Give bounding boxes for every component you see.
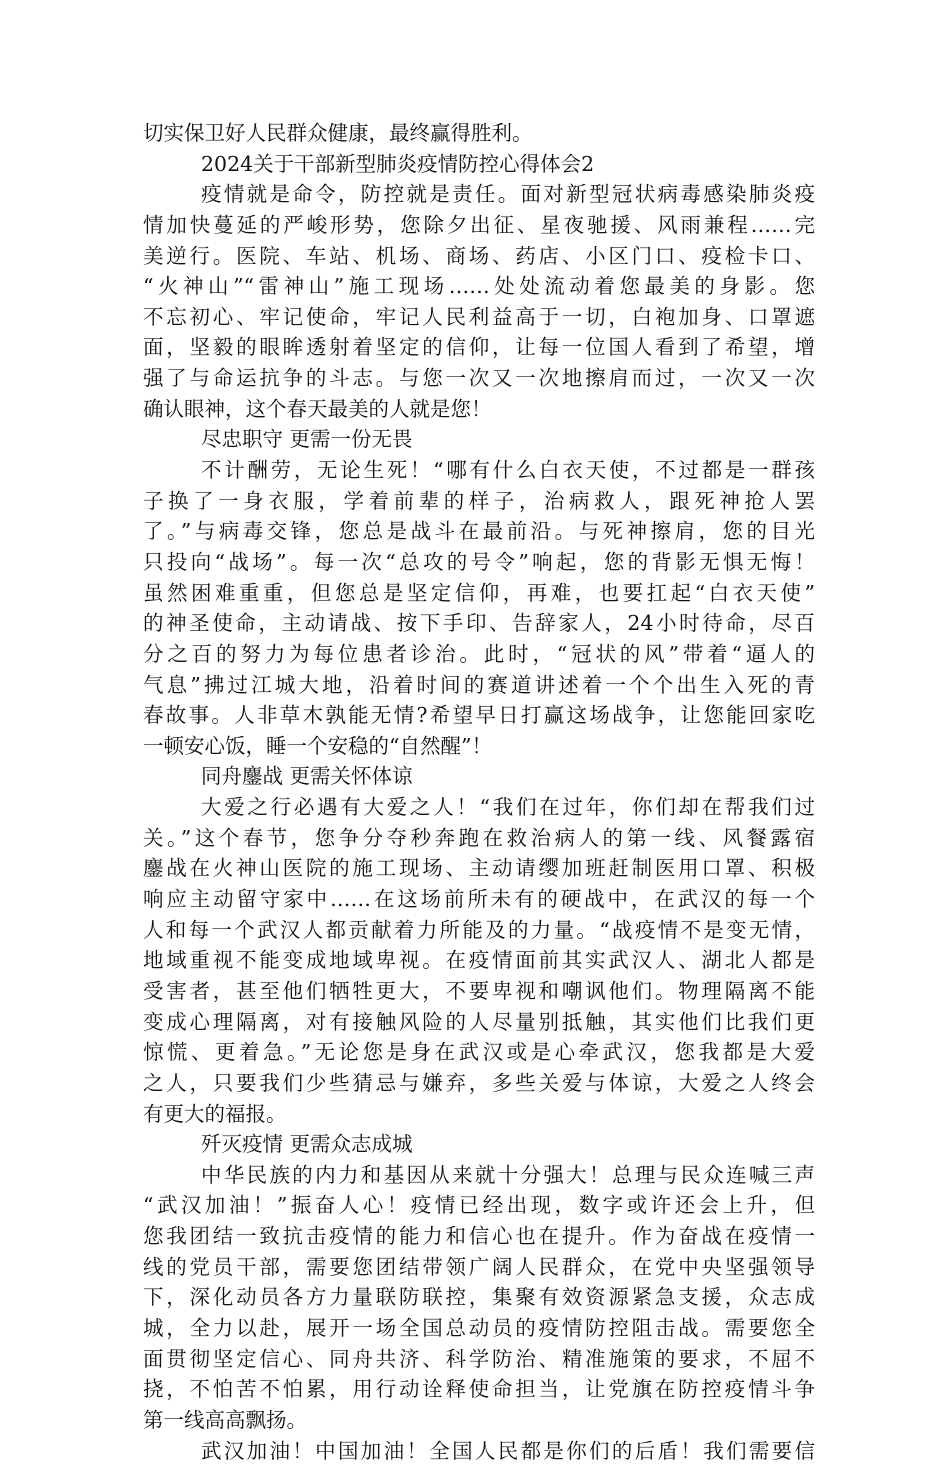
- text-line: 中华民族的内力和基因从来就十分强大！总理与民众连喊三声: [201, 1162, 815, 1187]
- text-line: 确认眼神，这个春天最美的人就是您！: [143, 396, 492, 421]
- text-line: 城，全力以赴，展开一场全国总动员的疫情防控阻击战。需要您全: [143, 1315, 815, 1340]
- text-line: 同舟鏖战 更需关怀体谅: [201, 764, 413, 789]
- text-line: 线的党员干部，需要您团结带领广阔人民群众，在党中央坚强领导: [143, 1254, 815, 1279]
- text-line: 气息”拂过江城大地，沿着时间的赛道讲述着一个个出生入死的青: [143, 672, 815, 697]
- text-line: 虽然困难重重，但您总是坚定信仰，再难，也要扛起“白衣天使”: [143, 580, 815, 605]
- text-line: 不计酬劳，无论生死！“哪有什么白衣天使，不过都是一群孩: [201, 458, 815, 483]
- text-line: 的神圣使命，主动请战、按下手印、告辞家人，24小时待命，尽百: [143, 611, 815, 636]
- text-line: 关。”这个春节，您争分夺秒奔跑在救治病人的第一线、风餐露宿: [143, 825, 815, 850]
- text-line: 您我团结一致抗击疫情的能力和信心也在提升。作为奋战在疫情一: [143, 1224, 815, 1249]
- text-line: 受害者，甚至他们牺牲更大，不要卑视和嘲讽他们。物理隔离不能: [143, 978, 815, 1003]
- text-line: 强了与命运抗争的斗志。与您一次又一次地擦肩而过，一次又一次: [143, 366, 815, 391]
- document-page: [143, 118, 815, 1466]
- text-line: 情加快蔓延的严峻形势，您除夕出征、星夜驰援、风雨兼程……完: [143, 212, 815, 237]
- text-line: 大爱之行必遇有大爱之人！“我们在过年，你们却在帮我们过: [201, 795, 815, 820]
- text-line: 鏖战在火神山医院的施工现场、主动请缨加班赶制医用口罩、积极: [143, 856, 815, 881]
- text-line: 面，坚毅的眼眸透射着坚定的信仰，让每一位国人看到了希望，增: [143, 335, 815, 360]
- text-line: 挠，不怕苦不怕累，用行动诠释使命担当，让党旗在防控疫情斗争: [143, 1377, 815, 1402]
- text-line: 子换了一身衣服，学着前辈的样子，治病救人，跟死神抢人罢: [143, 488, 815, 513]
- text-line: 尽忠职守 更需一份无畏: [201, 427, 413, 452]
- text-line: 歼灭疫情 更需众志成城: [201, 1132, 413, 1157]
- text-line: 惊慌、更着急。”无论您是身在武汉或是心牵武汉，您我都是大爱: [143, 1040, 815, 1065]
- text-line: 面贯彻坚定信心、同舟共济、科学防治、精准施策的要求，不屈不: [143, 1346, 815, 1371]
- text-line: “武汉加油！”振奋人心！疫情已经出现，数字或许还会上升，但: [143, 1193, 815, 1218]
- text-line: 人和每一个武汉人都贡献着力所能及的力量。“战疫情不是变无情，: [143, 917, 815, 942]
- text-line: 武汉加油！中国加油！全国人民都是你们的后盾！我们需要信: [201, 1438, 815, 1463]
- text-line: 疫情就是命令，防控就是责任。面对新型冠状病毒感染肺炎疫: [201, 182, 815, 207]
- text-line: 第一线高高飘扬。: [143, 1407, 307, 1432]
- text-line: 不忘初心、牢记使命，牢记人民利益高于一切，白袍加身、口罩遮: [143, 304, 815, 329]
- text-line: 分之百的努力为每位患者诊治。此时，“冠状的风”带着“逼人的: [143, 641, 815, 666]
- text-line: 只投向“战场”。每一次“总攻的号令”响起，您的背影无惧无悔！: [143, 549, 815, 574]
- text-line: 变成心理隔离，对有接触风险的人尽量别抵触，其实他们比我们更: [143, 1009, 815, 1034]
- text-line: 切实保卫好人民群众健康，最终赢得胜利。: [143, 121, 533, 145]
- text-line: “火神山”“雷神山”施工现场……处处流动着您最美的身影。您: [143, 274, 815, 299]
- text-line: 有更大的福报。: [143, 1101, 287, 1126]
- text-line: 下，深化动员各方力量联防联控，集聚有效资源紧急支援，众志成: [143, 1285, 815, 1310]
- text-line: 响应主动留守家中……在这场前所未有的硬战中，在武汉的每一个: [143, 887, 815, 912]
- text-line: 美逆行。医院、车站、机场、商场、药店、小区门口、疫检卡口、: [143, 243, 815, 268]
- text-line: 了。”与病毒交锋，您总是战斗在最前沿。与死神擦肩，您的目光: [143, 519, 815, 544]
- text-line: 2024关于干部新型肺炎疫情防控心得体会2: [201, 151, 595, 176]
- text-line: 春故事。人非草木孰能无情?希望早日打赢这场战争，让您能回家吃: [143, 703, 815, 728]
- text-line: 地域重视不能变成地域卑视。在疫情面前其实武汉人、湖北人都是: [143, 948, 815, 973]
- text-line: 之人，只要我们少些猜忌与嫌弃，多些关爱与体谅，大爱之人终会: [143, 1070, 815, 1095]
- text-line: 一顿安心饭，睡一个安稳的“自然醒”！: [143, 733, 492, 758]
